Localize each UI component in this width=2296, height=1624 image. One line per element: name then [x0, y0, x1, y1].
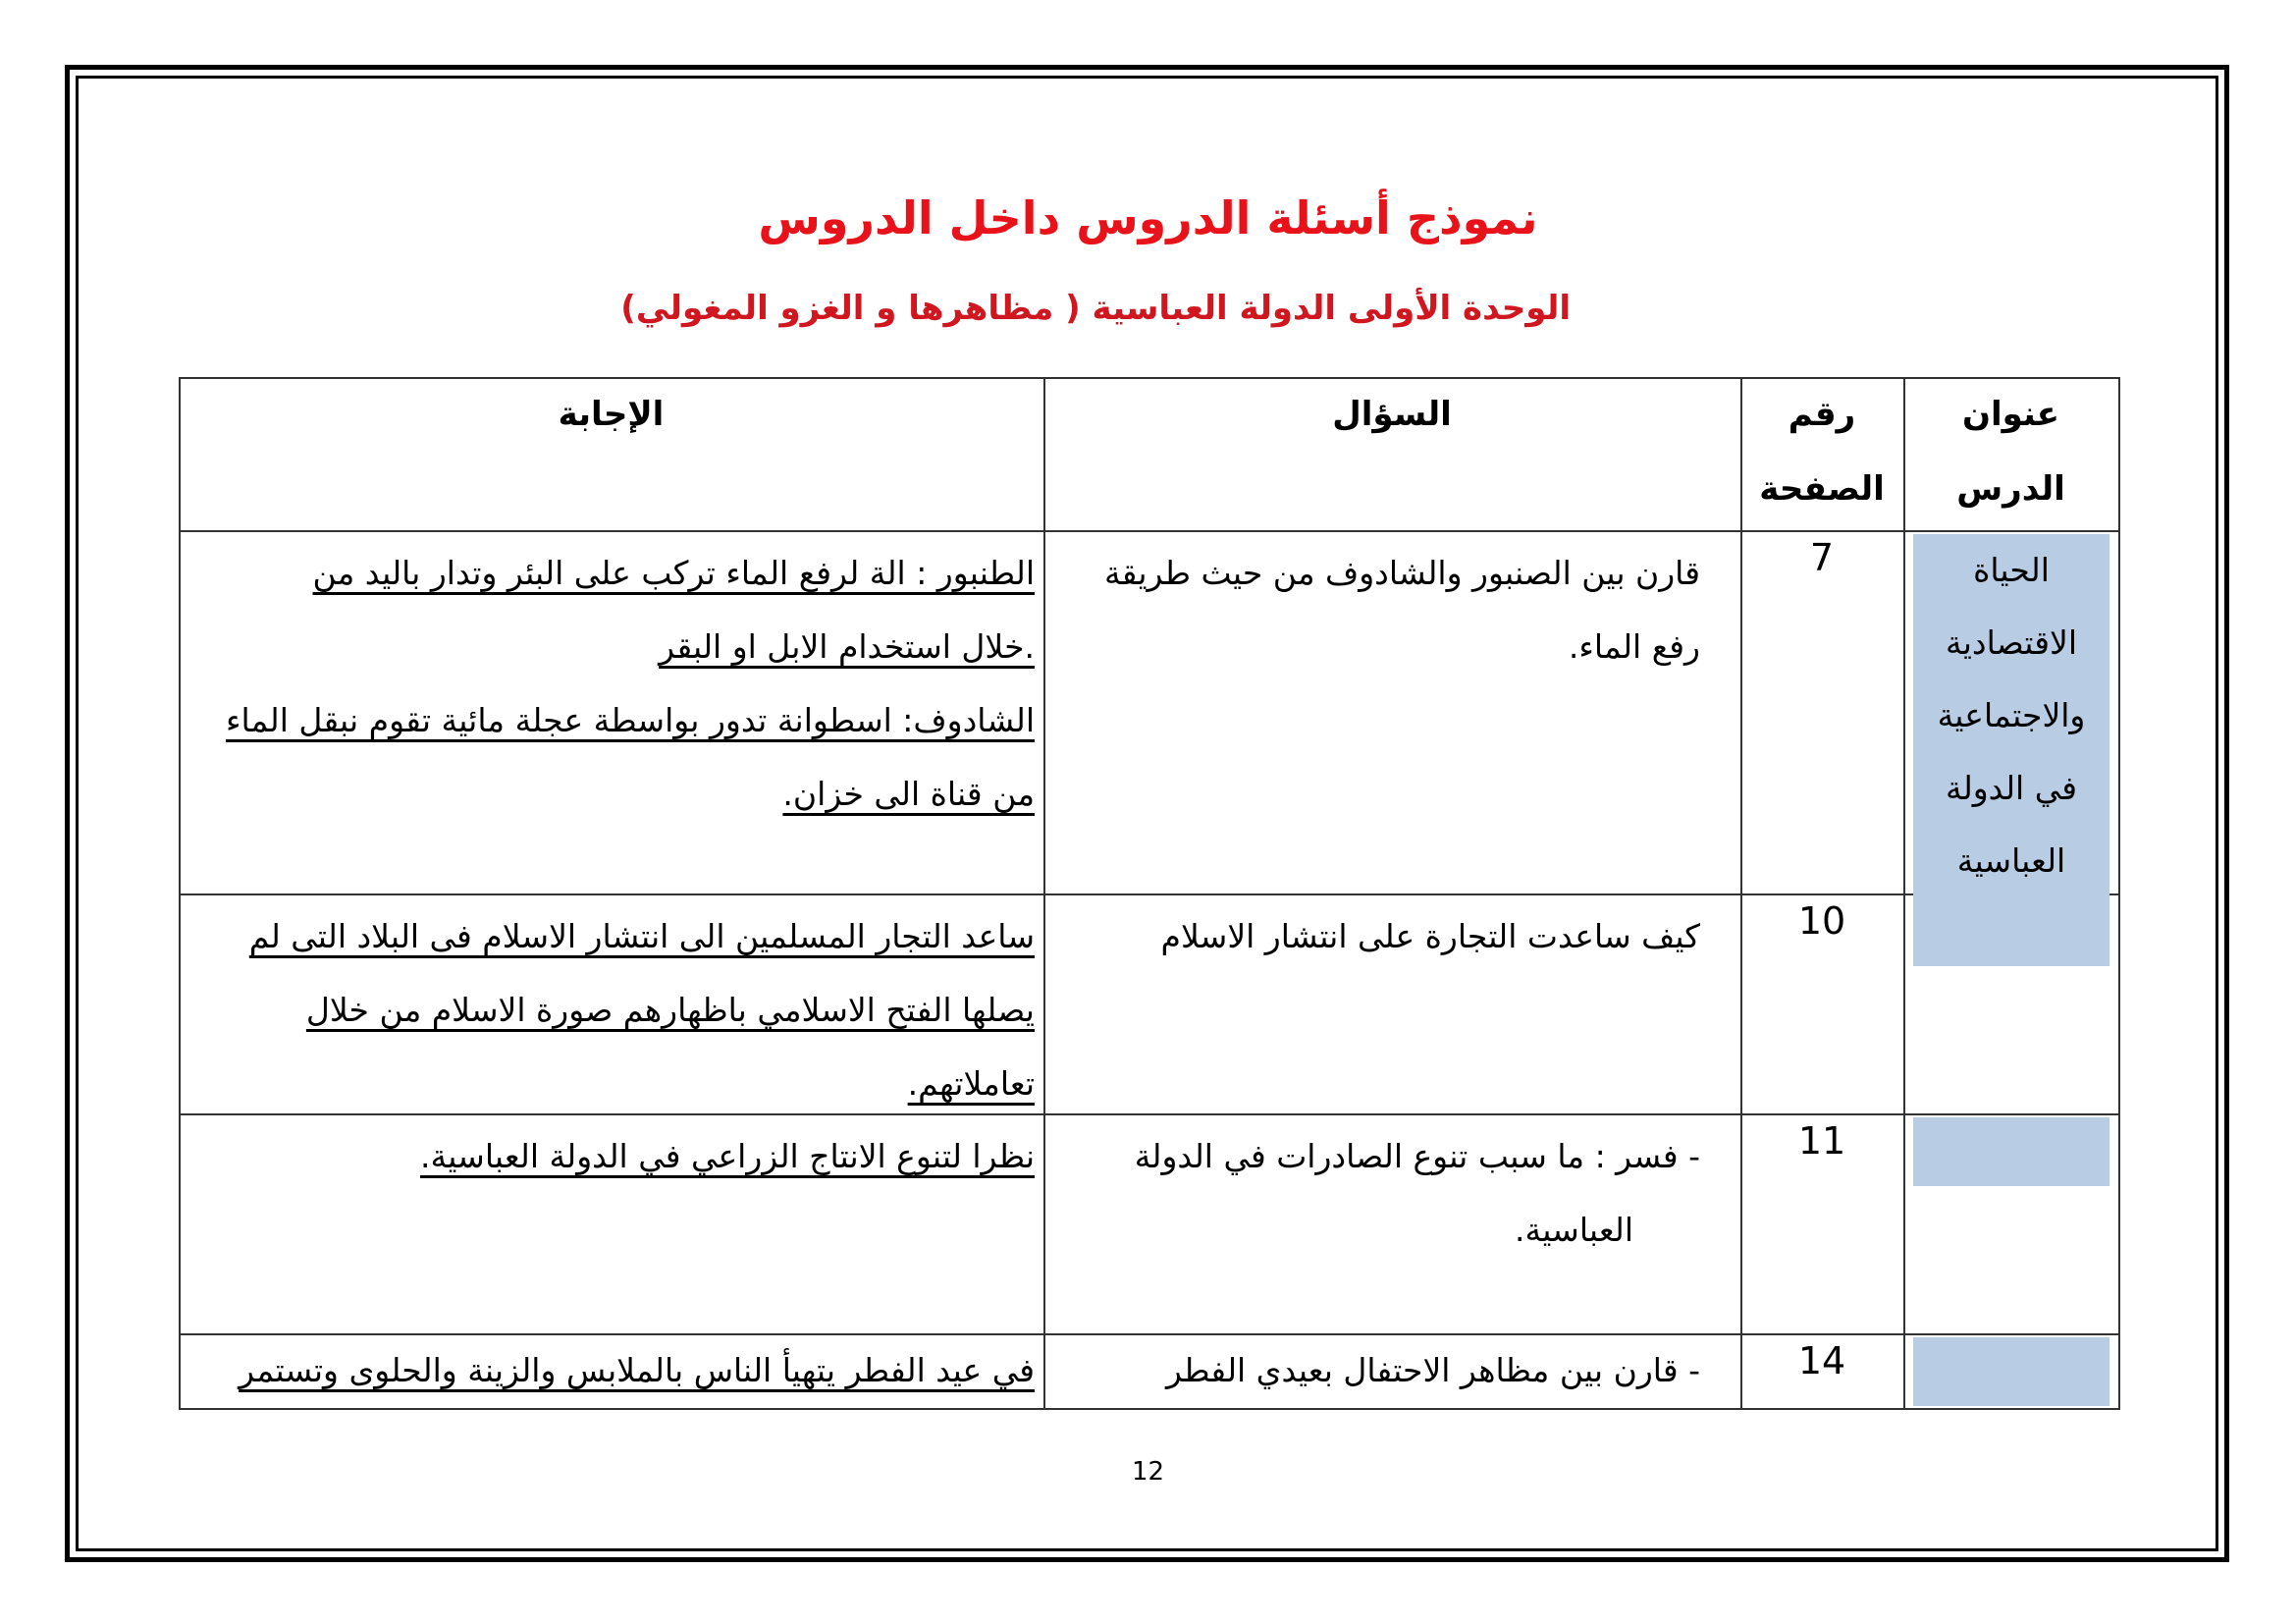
question-cell — [1052, 899, 1700, 973]
header-page-line1: رقم — [1788, 395, 1856, 434]
table-line — [179, 893, 2120, 895]
table-line — [1043, 377, 1045, 1410]
table-line — [1740, 377, 1742, 1410]
question-line: كيف ساعدت التجارة على انتشار الاسلام — [1160, 917, 1700, 955]
answer-line: .خلال استخدام الابل او البقر — [659, 627, 1035, 666]
page-title: نموذج أسئلة الدروس داخل الدروس — [758, 191, 1538, 244]
answer-cell — [188, 536, 1035, 831]
table-line — [179, 1408, 2120, 1410]
answer-line: في عيد الفطر يتهيأ الناس بالملابس والزينة والحلوى وتستمر — [239, 1351, 1035, 1389]
answer-cell — [188, 1333, 1035, 1407]
row-shade — [1913, 1337, 2109, 1406]
lesson-title-line: في الدولة — [1946, 769, 2077, 807]
lesson-title-line: الاقتصادية — [1946, 623, 2077, 662]
row-shade — [1913, 897, 2109, 966]
header-page-line2: الصفحة — [1759, 469, 1885, 509]
row-shade — [1913, 1117, 2109, 1186]
question-line: قارن بين الصنبور والشادوف من حيث طريقة — [1103, 554, 1700, 592]
page-number-cell: 14 — [1797, 1339, 1846, 1382]
table-line — [179, 530, 2120, 532]
unit-subtitle: الوحدة الأولى الدولة العباسية ( مظاهرها و الغزو المغولي) — [620, 289, 1571, 328]
header-lesson-line1: عنوان — [1961, 395, 2060, 434]
header-question: السؤال — [1332, 395, 1452, 434]
question-line: - قارن بين مظاهر الاحتفال بعيدي الفطر — [1165, 1351, 1700, 1389]
table-line — [1903, 377, 1905, 1410]
page-number: 12 — [1131, 1457, 1165, 1487]
answer-line: من قناة الى خزان. — [782, 775, 1035, 813]
answer-line: الطنبور : الة لرفع الماء تركب على البئر وتدار باليد من — [312, 554, 1035, 592]
question-line: - فسر : ما سبب تنوع الصادرات في الدولة — [1134, 1137, 1700, 1175]
lesson-title-line: الحياة — [1973, 551, 2050, 589]
answer-line: الشادوف: اسطوانة تدور بواسطة عجلة مائية تقوم نبقل الماء — [225, 701, 1035, 739]
question-line: العباسية. — [1515, 1211, 1633, 1249]
header-lesson — [1903, 377, 2118, 526]
question-cell — [1052, 1119, 1700, 1267]
page-number-cell: 7 — [1809, 536, 1835, 579]
answer-line: ساعد التجار المسلمين الى انتشار الاسلام فى البلاد التى لم — [248, 917, 1035, 955]
header-page — [1740, 377, 1903, 526]
answer-line: تعاملاتهم. — [907, 1064, 1035, 1103]
table-line — [2118, 377, 2120, 1410]
answer-cell — [188, 899, 1035, 1120]
lesson-title-line: والاجتماعية — [1937, 696, 2086, 734]
question-cell — [1052, 536, 1700, 683]
page-number-cell: 11 — [1797, 1119, 1846, 1163]
question-line: رفع الماء. — [1568, 627, 1700, 666]
answer-cell — [188, 1119, 1035, 1193]
table-line — [179, 377, 181, 1410]
question-cell — [1052, 1333, 1700, 1407]
lesson-title-line: العباسية — [1956, 841, 2066, 880]
questions-table — [179, 377, 2120, 1410]
header-answer: الإجابة — [558, 395, 665, 434]
answer-line: يصلها الفتح الاسلامي باظهارهم صورة الاسلام من خلال — [305, 991, 1035, 1029]
page-number-cell: 10 — [1797, 899, 1846, 943]
header-lesson-line2: الدرس — [1956, 469, 2065, 509]
answer-line: نظرا لتنوع الانتاج الزراعي في الدولة العباسية. — [420, 1137, 1035, 1175]
lesson-title — [1913, 534, 2109, 897]
